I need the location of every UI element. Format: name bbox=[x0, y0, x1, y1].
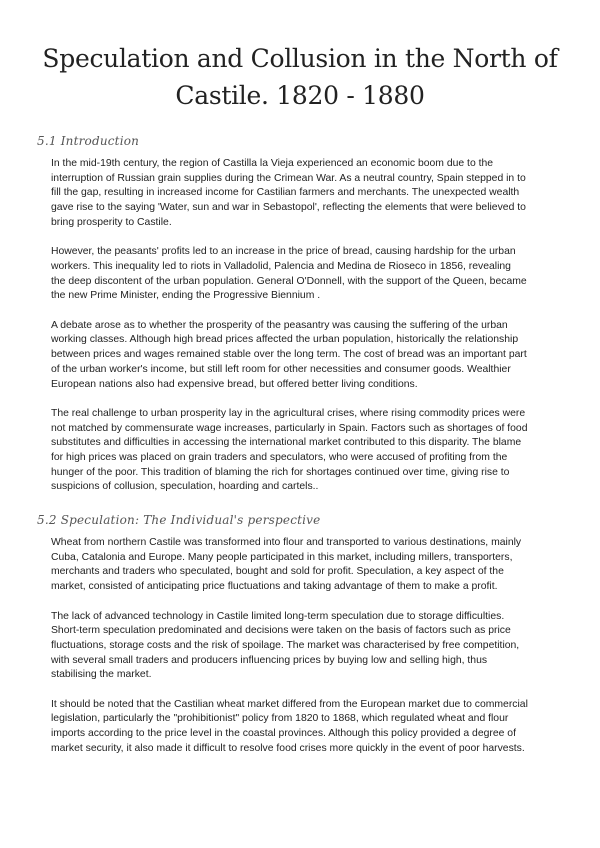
paragraph bbox=[51, 157, 566, 231]
paragraph-line: the new Prime Minister, ending the Progressive Biennium . bbox=[51, 290, 321, 302]
paragraph-line: imports according to the price level in the coastal provinces. Although this policy provided a degree of bbox=[51, 728, 516, 740]
paragraph-line: suspicions of collusion, speculation, hoarding and cartels.. bbox=[51, 481, 319, 493]
paragraph bbox=[51, 610, 566, 684]
paragraph bbox=[51, 319, 566, 393]
paragraph-line: fluctuations, storage costs and the risk of spoilage. The market was characterised by free competition, bbox=[51, 639, 520, 651]
paragraph-line: The real challenge to urban prosperity lay in the agricultural crises, where rising commodity prices were bbox=[51, 407, 526, 419]
paragraph-line: between prices and wages remained stable over the long term. The cost of bread was an important part bbox=[51, 349, 527, 361]
paragraph-line: working classes. Although high bread prices affected the urban population, historically the relationship bbox=[51, 334, 519, 346]
paragraph-line: gave rise to the saying 'Water, sun and war in Sebastopol', reflecting the elements that were believed to bbox=[51, 202, 526, 214]
paragraph-line: A debate arose as to whether the prosperity of the peasantry was causing the suffering of the urban bbox=[51, 319, 508, 331]
paragraph-line: interruption of Russian grain supplies during the Crimean War. As a neutral country, Spain stepped in to bbox=[51, 172, 526, 184]
paragraph-line: Wheat from northern Castile was transformed into flour and transported to various destinations, mainly bbox=[51, 537, 522, 548]
paragraph-line: European nations also had expensive bread, but offered better living conditions. bbox=[51, 378, 418, 390]
paragraph-line: with several small traders and producers influencing prices by buying low and selling high, thus bbox=[51, 654, 488, 666]
section-heading-speculation: 5.2 Speculation: The Individual's perspective bbox=[37, 513, 321, 527]
paragraph-line: legislation, particularly the "prohibitionist" policy from 1820 to 1868, which regulated wheat and flour bbox=[51, 713, 509, 725]
section-heading-introduction: 5.1 Introduction bbox=[37, 134, 140, 148]
paragraph-line: bring prosperity to Castile. bbox=[51, 216, 172, 228]
section-body-speculation bbox=[51, 536, 566, 771]
paragraph-line: for high prices was placed on grain traders and speculators, who were accused of profiting from the bbox=[51, 452, 508, 464]
paragraph-line: workers. This inequality led to riots in Valladolid, Palencia and Medina de Rioseco in 1856, revealing bbox=[51, 260, 511, 272]
paragraph-line: Cuba, Catalonia and Europe. Many people participated in this market, including millers, transporters, bbox=[51, 551, 513, 563]
paragraph-line: market, consisted of anticipating price fluctuations and taking advantage of them to make a profit. bbox=[51, 581, 498, 593]
paragraph-line: hunger of the poor. This tradition of blaming the rich for shortages continued over time, giving rise to bbox=[51, 466, 510, 478]
paragraph-line: stabilising the market. bbox=[51, 669, 152, 681]
paragraph-line: the deep discontent of the urban population. General O'Donnell, with the support of the Queen, became bbox=[51, 275, 527, 287]
paragraph bbox=[51, 245, 566, 304]
title-line: Speculation and Collusion in the North of bbox=[42, 44, 558, 73]
paragraph bbox=[51, 536, 566, 595]
paragraph-line: The lack of advanced technology in Castile limited long-term speculation due to storage difficulties. bbox=[51, 610, 505, 622]
document-title bbox=[0, 40, 600, 114]
paragraph-line: Short-term speculation predominated and decisions were taken on the basis of factors such as price bbox=[51, 625, 511, 637]
section-body-introduction bbox=[51, 157, 566, 510]
paragraph-line: However, the peasants' profits led to an increase in the price of bread, causing hardship for the urban bbox=[51, 246, 516, 258]
paragraph-line: fill the gap, resulting in increased income for Castilian farmers and merchants. The unexpected wealth bbox=[51, 187, 520, 199]
paragraph-line: not matched by commensurate wage increases, particularly in Spain. Factors such as shortages of food bbox=[51, 422, 528, 434]
paragraph bbox=[51, 698, 566, 757]
paragraph-line: market security, it also made it difficult to resolve food crises more quickly in the event of poor harvests. bbox=[51, 742, 525, 754]
paragraph bbox=[51, 407, 566, 495]
paragraph-line: It should be noted that the Castilian wheat market differed from the European market due to commercial bbox=[51, 698, 528, 710]
paragraph-line: merchants and traders who speculated, bought and sold for profit. Speculation, a key aspect of the bbox=[51, 566, 504, 578]
paragraph-line: of the urban worker's income, but still left room for other necessities and consumer goods. Wealthier bbox=[51, 363, 511, 375]
paragraph-line: In the mid-19th century, the region of Castilla la Vieja experienced an economic boom due to the bbox=[51, 158, 494, 169]
title-line: Castile. 1820 - 1880 bbox=[175, 81, 425, 110]
paragraph-line: substitutes and difficulties in accessing the international market contributed to this disparity. The blame bbox=[51, 437, 522, 449]
